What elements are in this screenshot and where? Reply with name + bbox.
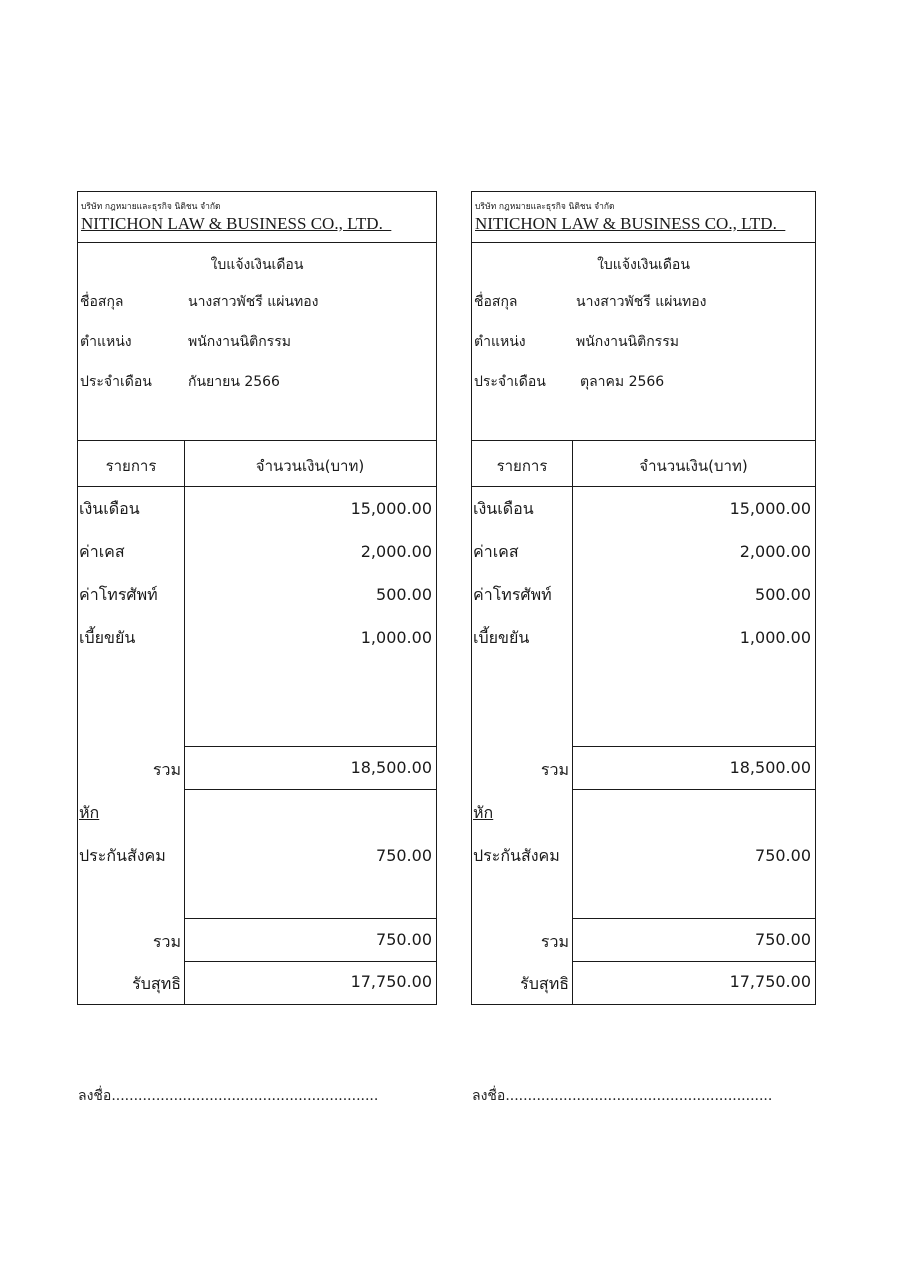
income-total-label: รวม [152, 760, 181, 779]
column-header-amount: จำนวนเงิน(บาท) [639, 457, 748, 475]
deduction-item-value: 750.00 [376, 846, 432, 865]
deduction-total-value: 750.00 [755, 930, 811, 949]
table-top-border [78, 440, 436, 441]
net-label: รับสุทธิ [520, 974, 569, 993]
net-top-border [572, 961, 815, 962]
income-total-value: 18,500.00 [350, 758, 432, 777]
slip-title: ใบแจ้งเงินเดือน [210, 257, 304, 273]
column-divider [572, 440, 573, 1004]
payslip-october [471, 191, 816, 1005]
month-value: กันยายน 2566 [188, 374, 280, 390]
column-header-amount: จำนวนเงิน(บาท) [255, 457, 365, 475]
signature-line: ลงชื่อ............................................................ [472, 1088, 773, 1104]
income-item-label: ค่าโทรศัพท์ [473, 585, 552, 604]
net-top-border [184, 961, 436, 962]
deduction-heading: หัก [473, 803, 494, 822]
header-divider [78, 242, 436, 243]
net-value: 17,750.00 [350, 972, 432, 991]
column-header-item: รายการ [496, 457, 548, 475]
income-item-value: 1,000.00 [739, 628, 811, 647]
table-header-divider [78, 486, 436, 487]
income-item-value: 2,000.00 [360, 542, 432, 561]
name-label: ชื่อสกุล [80, 294, 124, 310]
deduction-total-label: รวม [540, 932, 569, 951]
income-item-label: เงินเดือน [473, 499, 534, 518]
position-value: พนักงานนิติกรรม [188, 334, 291, 350]
income-item-label: ค่าเคส [79, 542, 125, 561]
income-item-value: 1,000.00 [360, 628, 432, 647]
income-total-value: 18,500.00 [729, 758, 811, 777]
month-value: ตุลาคม 2566 [580, 374, 665, 390]
income-item-value: 500.00 [376, 585, 432, 604]
column-header-item: รายการ [105, 457, 157, 475]
column-divider [184, 440, 185, 1004]
income-total-top-border [572, 746, 815, 747]
position-label: ตำแหน่ง [80, 334, 132, 350]
income-item-label: ค่าเคส [473, 542, 519, 561]
table-header-divider [472, 486, 815, 487]
table-top-border [472, 440, 815, 441]
position-label: ตำแหน่ง [474, 334, 526, 350]
income-total-top-border [184, 746, 436, 747]
deduction-item-label: ประกันสังคม [79, 846, 166, 865]
income-item-label: ค่าโทรศัพท์ [79, 585, 158, 604]
income-total-bottom-border [184, 789, 436, 790]
month-label: ประจำเดือน [474, 374, 546, 390]
signature-line: ลงชื่อ............................................................ [78, 1088, 379, 1104]
income-total-bottom-border [572, 789, 815, 790]
income-item-value: 500.00 [755, 585, 811, 604]
income-item-label: เบี้ยขยัน [79, 628, 136, 647]
income-item-value: 15,000.00 [729, 499, 811, 518]
income-total-label: รวม [540, 760, 569, 779]
deduction-item-label: ประกันสังคม [473, 846, 560, 865]
payslip-september [77, 191, 437, 1005]
company-name-english: NITICHON LAW & BUSINESS CO., LTD. [81, 214, 392, 233]
deduction-total-value: 750.00 [376, 930, 432, 949]
deduction-heading: หัก [79, 803, 100, 822]
deduction-item-value: 750.00 [755, 846, 811, 865]
deduction-total-top-border [572, 918, 815, 919]
header-divider [472, 242, 815, 243]
company-name-thai: บริษัท กฎหมายและธุรกิจ นิติชน จำกัด [475, 202, 615, 212]
slip-title: ใบแจ้งเงินเดือน [597, 257, 690, 273]
name-label: ชื่อสกุล [474, 294, 518, 310]
company-name-thai: บริษัท กฎหมายและธุรกิจ นิติชน จำกัด [81, 202, 221, 212]
month-label: ประจำเดือน [80, 374, 152, 390]
name-value: นางสาวพัชรี แผ่นทอง [576, 294, 707, 310]
name-value: นางสาวพัชรี แผ่นทอง [188, 294, 319, 310]
income-item-value: 15,000.00 [350, 499, 432, 518]
income-item-label: เงินเดือน [79, 499, 140, 518]
deduction-total-label: รวม [152, 932, 181, 951]
company-name-english: NITICHON LAW & BUSINESS CO., LTD. [475, 214, 786, 233]
net-label: รับสุทธิ [132, 974, 181, 993]
income-item-value: 2,000.00 [739, 542, 811, 561]
deduction-total-top-border [184, 918, 436, 919]
income-item-label: เบี้ยขยัน [473, 628, 530, 647]
net-value: 17,750.00 [729, 972, 811, 991]
position-value: พนักงานนิติกรรม [576, 334, 679, 350]
